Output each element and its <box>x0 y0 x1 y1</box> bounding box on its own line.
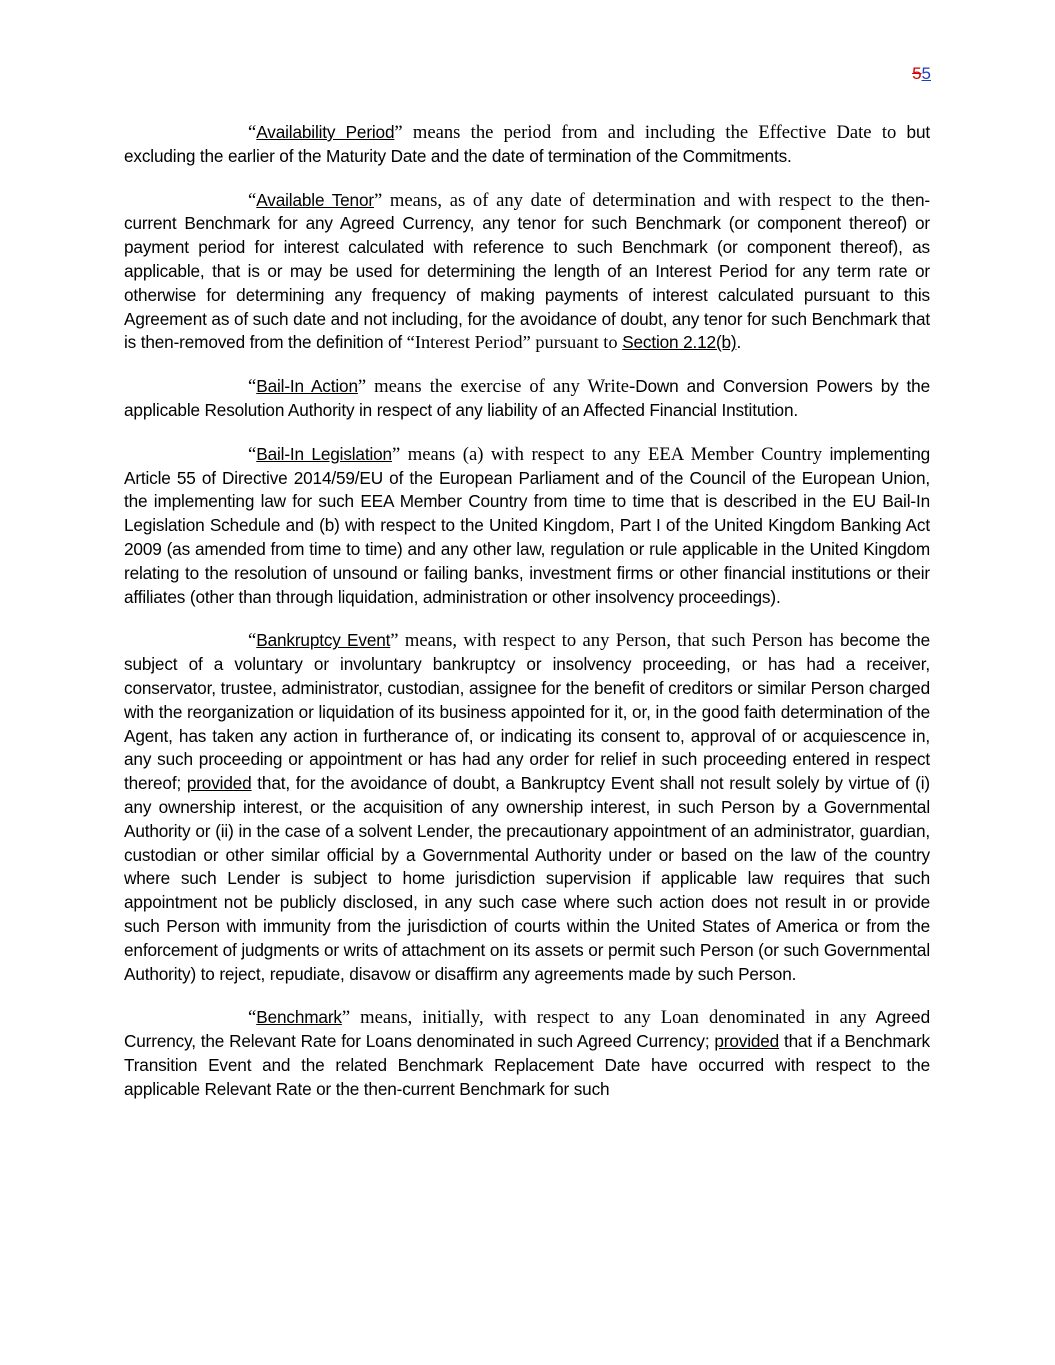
quote-open: “ <box>248 443 257 465</box>
definition-available-tenor <box>124 189 930 356</box>
serif-tail: “Interest Period” pursuant to <box>406 332 623 353</box>
defined-term: Bankruptcy Event <box>256 630 391 651</box>
definition-body: Down and Conversion Powers by the applicable Resolution Authority in respect of any liability of an Affected Financial Institution. <box>124 376 930 420</box>
lead-text: ” means (a) with respect to any EEA Member Country <box>391 443 823 465</box>
lead-text: ” means the exercise of any Write- <box>357 376 636 398</box>
definition-bankruptcy-event <box>124 629 930 986</box>
defined-term: Bail-In Action <box>256 376 358 397</box>
page-number-inserted: 5 <box>921 64 931 83</box>
lead-text: ” means, as of any date of determination and with respect to the <box>373 189 884 211</box>
lead-text: ” means the period from and including the Effective Date to <box>394 122 897 143</box>
definition-benchmark <box>124 1006 930 1101</box>
provided-term: provided <box>186 773 252 794</box>
defined-term: Availability Period <box>256 122 395 142</box>
definition-body: but excluding the earlier of the Maturity Date and the date of termination of the Commitments. <box>124 122 930 166</box>
definition-body: Agreed Currency, the Relevant Rate for Loans denominated in such Agreed Currency; <box>124 1007 930 1052</box>
defined-term: Available Tenor <box>256 189 374 210</box>
definition-end: . <box>736 332 742 353</box>
lead-text: ” means, with respect to any Person, that such Person has <box>390 630 834 652</box>
definition-bail-in-legislation <box>124 443 930 610</box>
page-number <box>912 64 931 84</box>
quote-open: “ <box>248 376 257 398</box>
page-number-deleted: 5 <box>912 64 922 83</box>
definition-body: then-current Benchmark for any Agreed Currency, any tenor for such Benchmark (or component thereof) or payment period for interest calculated with reference to such Benchmark (or component thereof), as applicable, that is or may be used for determining the length of an Interest Period for any term rate or otherwise for determining any frequency of making payments of interest calculated pursuant to this Agreement as of such date and not including, for the avoidance of doubt, any tenor for such Benchmark that is then-removed from the definition of <box>124 189 930 353</box>
document-body <box>124 121 930 1121</box>
definition-availability-period <box>124 121 930 169</box>
defined-term: Benchmark <box>256 1007 342 1028</box>
definition-body-continued: that, for the avoidance of doubt, a Bankruptcy Event shall not result solely by virtue of (i) any ownership interest, or the acquisition of any ownership interest, in such Person by a Governmental Authority or (ii) in the case of a solvent Lender, the precautionary appointment of an administrator, guardian, custodian or other similar official by a Governmental Authority under or based on the law of the country where such Lender is subject to home jurisdiction supervision if applicable law requires that such appointment not be publicly disclosed, in any such case where such action does not result in or provide such Person with immunity from the jurisdiction of courts within the United States of America or from the enforcement of judgments or writs of attachment on its assets or permit such Person (or such Governmental Authority) to reject, repudiate, disavow or disaffirm any agreements made by such Person. <box>124 773 930 984</box>
provided-term: provided <box>714 1031 780 1052</box>
quote-open: “ <box>248 122 257 143</box>
quote-open: “ <box>248 189 257 211</box>
definition-bail-in-action <box>124 375 930 423</box>
quote-open: “ <box>248 1007 257 1029</box>
section-reference: Section 2.12(b) <box>622 332 737 353</box>
lead-text: ” means, initially, with respect to any Loan denominated in any <box>341 1007 867 1029</box>
definition-body: become the subject of a voluntary or involuntary bankruptcy or insolvency proceeding, or has had a receiver, conservator, trustee, administrator, custodian, assignee for the benefit of creditors or similar Person charged with the reorganization or liquidation of its business appointed for it, or, in the good faith determination of the Agent, has taken any action in furtherance of, or indicating its consent to, approval of or acquiescence in, any such proceeding or appointment or has had any order for relief in such proceeding entered in respect thereof; <box>124 630 930 794</box>
quote-open: “ <box>248 630 257 652</box>
defined-term: Bail-In Legislation <box>256 443 392 464</box>
definition-body: implementing Article 55 of Directive 2014/59/EU of the European Parliament and of the Council of the European Union, the implementing law for such EEA Member Country from time to time that is described in the EU Bail-In Legislation Schedule and (b) with respect to the United Kingdom, Part I of the United Kingdom Banking Act 2009 (as amended from time to time) and any other law, regulation or rule applicable in the United Kingdom relating to the resolution of unsound or failing banks, investment firms or other financial institutions or their affiliates (other than through liquidation, administration or other insolvency proceedings). <box>124 443 931 607</box>
definition-body-continued: that if a Benchmark Transition Event and the related Benchmark Replacement Date have occurred with respect to the applicable Relevant Rate or the then-current Benchmark for such <box>124 1031 930 1099</box>
